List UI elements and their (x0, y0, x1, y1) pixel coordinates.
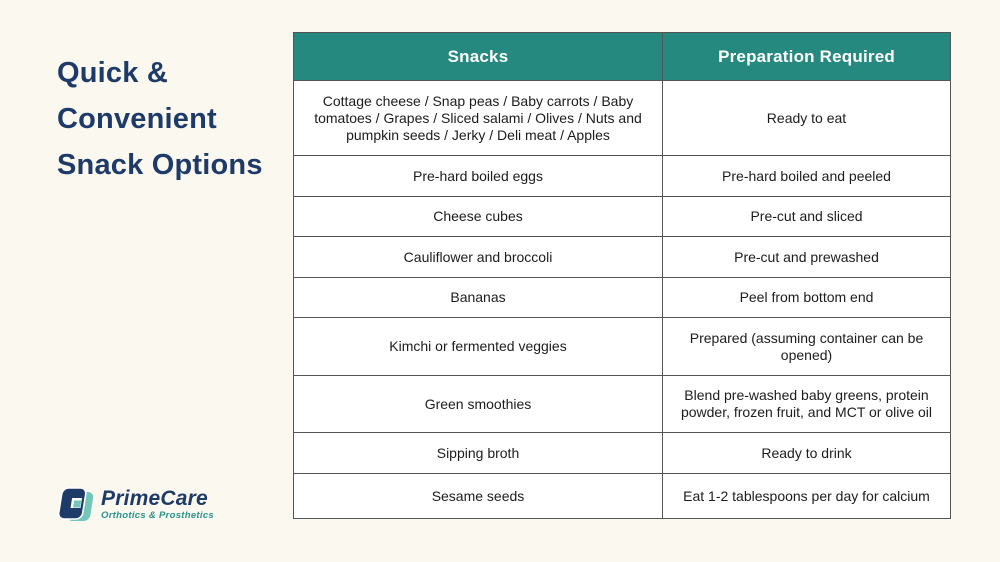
logo-text-block (101, 488, 214, 521)
prep-cell: Blend pre-washed baby greens, protein powder, frozen fruit, and MCT or olive oil (663, 376, 951, 433)
page-title (57, 50, 263, 188)
table-row (294, 318, 951, 376)
snack-cell: Cottage cheese / Snap peas / Baby carrots / Baby tomatoes / Grapes / Sliced salami / Olives / Nuts and pumpkin seeds / Jerky / Deli meat / Apples (294, 81, 663, 156)
prep-cell: Ready to drink (663, 433, 951, 474)
table-row (294, 433, 951, 474)
primecare-logo (57, 486, 214, 523)
logo-brand-name: PrimeCare (101, 487, 208, 510)
table-row (294, 81, 951, 156)
snack-cell: Green smoothies (294, 376, 663, 433)
page-title-line-3: Snack Options (57, 149, 263, 181)
snack-cell: Bananas (294, 278, 663, 318)
column-header-preparation: Preparation Required (663, 33, 951, 81)
snack-cell: Pre-hard boiled eggs (294, 156, 663, 197)
snack-cell: Sipping broth (294, 433, 663, 474)
prep-cell: Pre-cut and sliced (663, 197, 951, 237)
snack-cell: Sesame seeds (294, 474, 663, 519)
table-row (294, 237, 951, 278)
logo-tagline: Orthotics & Prosthetics (101, 510, 215, 521)
prep-cell: Prepared (assuming container can be opened) (663, 318, 951, 376)
snacks-table (293, 32, 951, 519)
column-header-snacks: Snacks (294, 33, 663, 81)
table-row (294, 197, 951, 237)
page-title-line-1: Quick & (57, 57, 168, 89)
primecare-p-icon (57, 486, 94, 523)
snack-cell: Cheese cubes (294, 197, 663, 237)
prep-cell: Pre-hard boiled and peeled (663, 156, 951, 197)
table-row (294, 376, 951, 433)
table-row (294, 278, 951, 318)
table-header-row (294, 33, 951, 81)
page-title-line-2: Convenient (57, 103, 217, 135)
snack-cell: Kimchi or fermented veggies (294, 318, 663, 376)
prep-cell: Eat 1-2 tablespoons per day for calcium (663, 474, 951, 519)
table-row (294, 156, 951, 197)
table-row (294, 474, 951, 519)
snack-cell: Cauliflower and broccoli (294, 237, 663, 278)
prep-cell: Pre-cut and prewashed (663, 237, 951, 278)
prep-cell: Ready to eat (663, 81, 951, 156)
prep-cell: Peel from bottom end (663, 278, 951, 318)
